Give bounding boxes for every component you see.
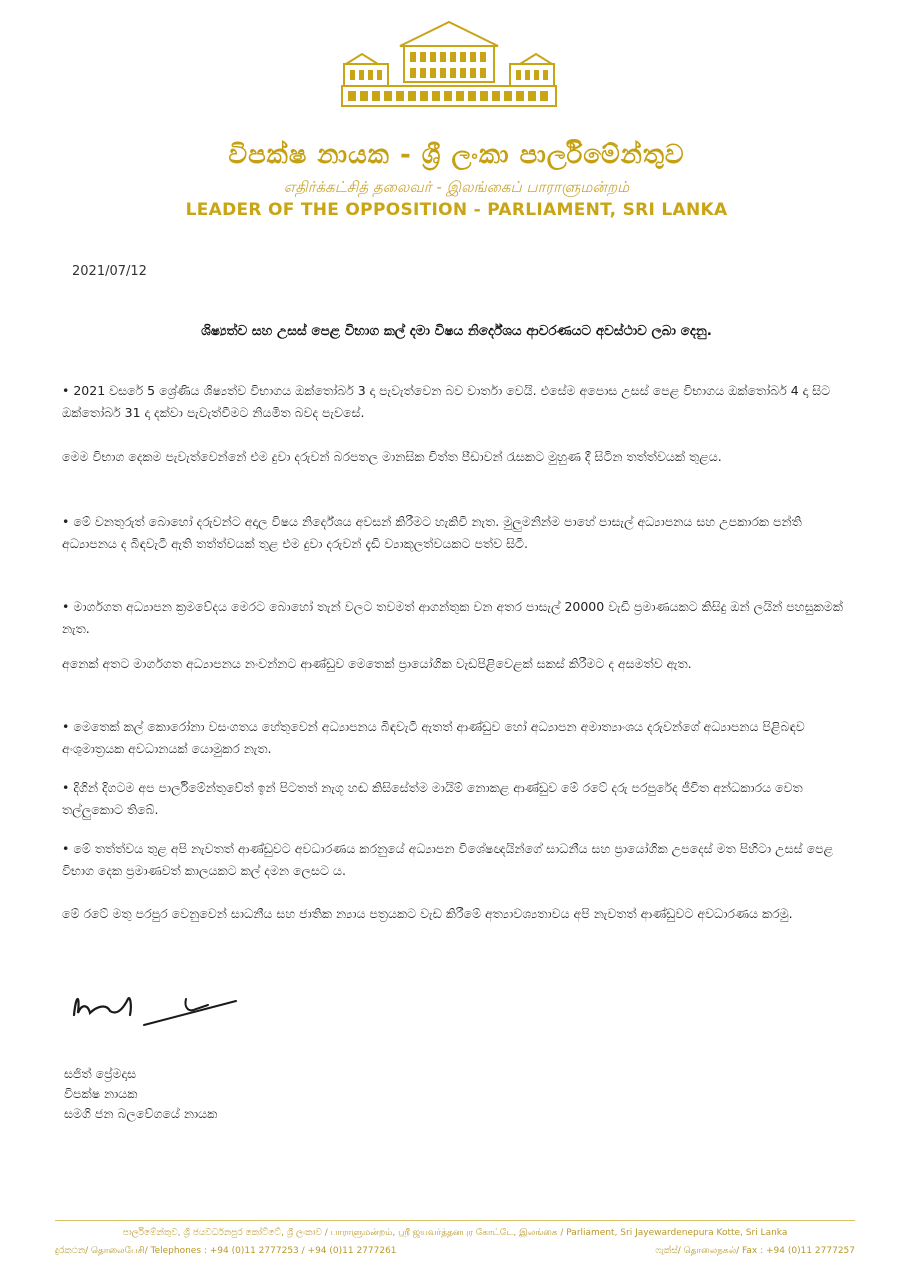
- handwritten-signature: [66, 985, 246, 1035]
- footer-divider: [55, 1220, 855, 1221]
- paragraph-5: අනෙක් අතට මාර්ගගත අධ්‍යාපනය නංවන්නට ආණ්ඩුව මෙතෙක් ප්‍රායෝගික වැඩපිළිවෙළක් සකස් කිරීමට ද අසමත්ව ඇත.: [62, 656, 692, 671]
- signatory-title-1: විපක්ෂ නායක: [64, 1086, 138, 1101]
- letterhead-title-sinhala: විපක්ෂ නායක - ශ්‍රී ලංකා පාර්ලිමේන්තුව: [228, 140, 685, 170]
- footer-contacts: [55, 1246, 855, 1257]
- paragraph-9: මේ රටේ මතු පරපුර වෙනුවෙන් සාධනීය සහ ජාතික න්‍යාය පත්‍රයකට වැඩ කිරීමේ අත්‍යාවශ්‍යතාවය අපි නැවතත් ආණ්ඩුවට අවධාරණය කරමු.: [62, 906, 793, 921]
- paragraph-6: • මෙතෙක් කල් කොරෝනා වසංගතය හේතුවෙන් අධ්‍යාපනය බිඳවැටී ඇතත් ආණ්ඩුව හෝ අධ්‍යාපන අමාත්‍යාංශය දරුවන්ගේ අධ්‍යාපනය පිළිබඳව අංශුමාත්‍රයක අවධානයක් යොමුකර නැත.: [62, 719, 805, 756]
- letter-subject: ශිෂ්‍යත්ව සහ උසස් පෙළ විභාග කල් දමා විෂය නිර්දේශය ආවරණයට අවස්ථාව ලබා දෙනු.: [201, 323, 712, 339]
- letterhead-title-english: LEADER OF THE OPPOSITION - PARLIAMENT, SRI LANKA: [185, 200, 728, 220]
- paragraph-4: • මාර්ගගත අධ්‍යාපන ක්‍රමවේදය මෙරට බොහෝ තැන් වලට තවමත් ආගන්තුක වන අතර පාසැල් 20000 වැඩි ප්‍රමාණයකට කිසිදු ඔන් ලයින් පහසුකමක් නැත.: [62, 599, 843, 636]
- footer-telephones: දුරකථන/ தொலைபேசி/ Telephones : +94 (0)11 2777253 / +94 (0)11 2777261: [55, 1246, 397, 1256]
- paragraph-2: මෙම විභාග දෙකම පැවැත්වෙන්නේ එම දුවා දරුවන් බරපතල මානසික චිත්ත පීඩාවන් රැසකට මුහුණ දී සිටින තත්ත්වයක් තුළය.: [62, 449, 722, 464]
- parliament-building-logo: [338, 18, 560, 112]
- footer-address: පාර්ලිමේන්තුව, ශ්‍රී ජයවර්ධනපුර කෝට්ටේ, ශ්‍රී ලංකාව / பாராளுமன்றம், ஸ்ரீ ஜயவர்த்தனபுர கோட்டே, இலங்கை / Parliament, Sri Jayewardenepura Kotte, Sri Lanka: [122, 1228, 788, 1238]
- footer-fax: ෆැක්ස්/ தொலைநகல்/ Fax : +94 (0)11 2777257: [655, 1246, 855, 1256]
- paragraph-3: • මේ වනතුරුත් බොහෝ දරුවන්ට අදාල විෂය නිර්දේශය අවසන් කිරීමට හැකිවී නැත. මුලුමනින්ම පාහේ පාසැල් අධ්‍යාපනය සහ උපකාරක පන්ති අධ්‍යාපනය ද බිඳවැටී ඇති තත්ත්වයක් තුළ එම දුවා දරුවන් දැඩි ව්‍යාකූලත්වයකට පත්ව සිටී.: [62, 514, 802, 551]
- paragraph-7: • දිගින් දිගටම අප පාර්ලිමේන්තුවේත් ඉන් පිටතත් නැගූ හඬ කිසිසේත්ම මායිම් නොකළ ආණ්ඩුව මේ රටේ දරු පරපුරේද ජීවිත අන්ධකාරය වෙත තල්ලුකොට තිබේ.: [62, 780, 803, 817]
- signature-block: [64, 1064, 217, 1124]
- paragraph-1: • 2021 වසරේ 5 ශ්‍රේණිය ශිෂ්‍යත්ව විභාගය ඔක්තෝබර් 3 දා පැවැත්වෙන බව වාර්තා වෙයි. එසේම අපොස උසස් පෙළ විභාගය ඔක්තෝබර් 4 දා සිට ඔක්තෝබර් 31 දා දක්වා පැවැත්වීමට නියමිත බවද පැවසේ.: [62, 383, 831, 420]
- signatory-name: සජිත් ප්‍රේමදාස: [64, 1066, 137, 1081]
- paragraph-8: • මේ තත්ත්වය තුළ අපි නැවතත් ආණ්ඩුවට අවධාරණය කරනුයේ අධ්‍යාපන විශේෂඥයින්ගේ සාධනීය සහ ප්‍රායෝගික උපදෙස් මත පිහිටා උසස් පෙළ විභාග දෙක ප්‍රමාණවත් කාලයකට කල් දමන ලෙසට ය.: [62, 841, 834, 878]
- signatory-title-2: සමගි ජන බලවේගයේ නායක: [64, 1106, 218, 1121]
- letterhead-title-tamil: எதிர்க்கட்சித் தலைவர் - இலங்கைப் பாராளுமன்றம்: [283, 178, 630, 196]
- letter-date: 2021/07/12: [72, 264, 147, 279]
